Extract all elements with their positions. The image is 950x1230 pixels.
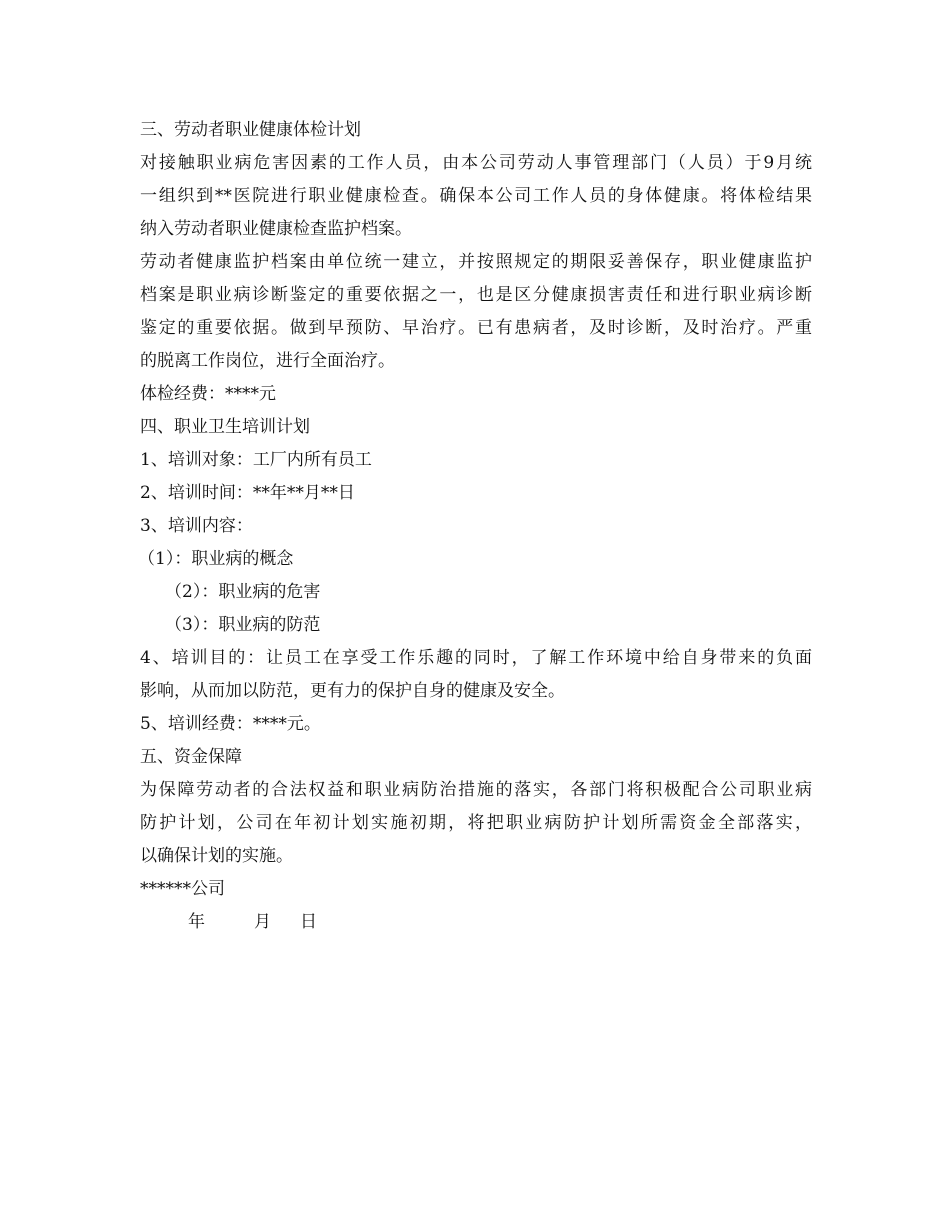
section-3-heading: 三、劳动者职业健康体检计划	[140, 120, 361, 140]
paragraph-line: 防护计划，公司在年初计划实施初期，将把职业病防护计划所需资金全部落实，	[140, 813, 812, 833]
paragraph-line: 为保障劳动者的合法权益和职业病防治措施的落实，各部门将积极配合公司职业病	[140, 780, 812, 800]
date-year: 年	[188, 912, 205, 932]
section-5-paragraph	[140, 774, 812, 873]
document-body	[140, 114, 812, 939]
paragraph-line: 以确保计划的实施。	[140, 846, 293, 866]
signature-company: ******公司	[140, 879, 225, 899]
training-target: 1、培训对象：工厂内所有员工	[140, 450, 372, 470]
training-content-item-2: （2）：职业病的危害	[165, 582, 321, 602]
paragraph-line: 纳入劳动者职业健康检查监护档案。	[140, 219, 412, 239]
paragraph-line: 鉴定的重要依据。做到早预防、早治疗。已有患病者，及时诊断，及时治疗。严重	[140, 318, 812, 338]
section-3-paragraph-1	[140, 147, 812, 246]
training-content-item-1: （1）：职业病的概念	[138, 549, 294, 569]
date-month: 月	[254, 912, 271, 932]
training-purpose	[140, 642, 812, 708]
section-5-heading: 五、资金保障	[140, 747, 242, 767]
section-4-heading: 四、职业卫生培训计划	[140, 417, 310, 437]
signature-date	[140, 906, 812, 939]
training-cost: 5、培训经费：****元。	[140, 714, 321, 734]
paragraph-line: 劳动者健康监护档案由单位统一建立，并按照规定的期限妥善保存，职业健康监护	[140, 252, 812, 272]
section-3-paragraph-2	[140, 246, 812, 378]
paragraph-line: 一组织到**医院进行职业健康检查。确保本公司工作人员的身体健康。将体检结果	[140, 186, 812, 206]
paragraph-line: 的脱离工作岗位，进行全面治疗。	[140, 351, 395, 371]
date-day: 日	[300, 912, 317, 932]
paragraph-line: 对接触职业病危害因素的工作人员，由本公司劳动人事管理部门（人员）于9月统	[140, 153, 812, 173]
training-content: 3、培训内容：	[140, 516, 253, 536]
paragraph-line: 4、培训目的：让员工在享受工作乐趣的同时，了解工作环境中给自身带来的负面	[140, 648, 812, 668]
training-content-item-3: （3）：职业病的防范	[165, 615, 321, 635]
physical-exam-cost: 体检经费：****元	[140, 384, 276, 404]
paragraph-line: 影响，从而加以防范，更有力的保护自身的健康及安全。	[140, 681, 565, 701]
training-time: 2、培训时间：**年**月**日	[140, 483, 355, 503]
paragraph-line: 档案是职业病诊断鉴定的重要依据之一，也是区分健康损害责任和进行职业病诊断	[140, 285, 812, 305]
